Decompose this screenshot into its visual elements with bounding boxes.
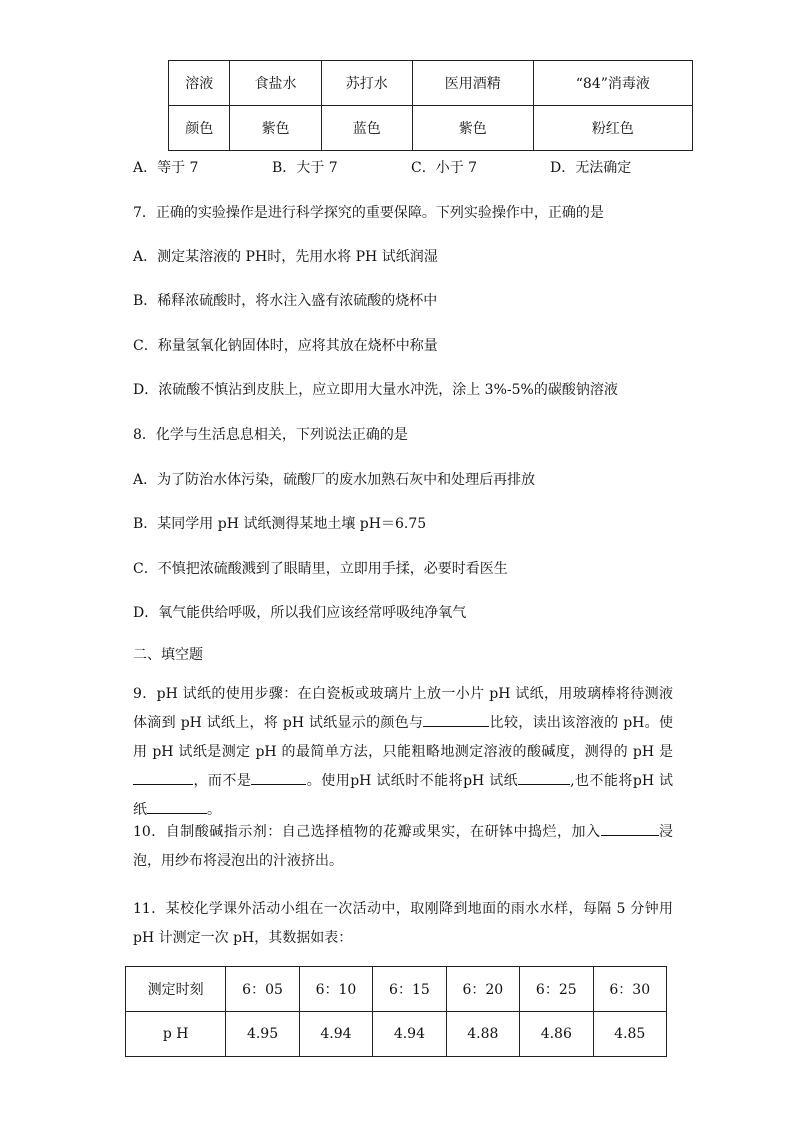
- q7-option-a: A．测定某溶液的 PH时，先用水将 PH 试纸润湿: [133, 249, 438, 265]
- table-cell: 4.95: [226, 1012, 299, 1057]
- q8-option-d: D．氧气能供给呼吸，所以我们应该经常呼吸纯净氧气: [133, 605, 467, 621]
- table-cell: 溶液: [169, 61, 230, 106]
- q8-option-a: A．为了防治水体污染，硫酸厂的废水加熟石灰中和处理后再排放: [133, 472, 536, 488]
- q10-text: 10．自制酸碱指示剂：自己选择植物的花瓣或果实，在研钵中捣烂，加入: [133, 824, 601, 840]
- q9-paragraph: [133, 680, 673, 825]
- table-cell: 苏打水: [321, 61, 412, 106]
- q8-option-b: B．某同学用 pH 试纸测得某地土壤 pH＝6.75: [133, 516, 427, 532]
- table-cell: 4.88: [446, 1012, 519, 1057]
- answer-blank: [147, 799, 207, 814]
- table-cell: 6：15: [373, 967, 446, 1012]
- q8-option-c: C．不慎把浓硫酸溅到了眼睛里，立即用手揉，必要时看医生: [133, 561, 508, 577]
- answer-blank: [251, 770, 306, 785]
- q7-option-d: D．浓硫酸不慎沾到皮肤上，应立即用大量水冲洗，涂上 3%-5%的碳酸钠溶液: [133, 382, 618, 398]
- q7-stem: 7．正确的实验操作是进行科学探究的重要保障。下列实验操作中，正确的是: [133, 205, 604, 221]
- q9-text: 比较，读出该溶液的 pH。使用 pH 试纸是测定 pH 的最简单方法，只能粗略地测定溶液的酸碱度，测得的 pH 是: [133, 715, 673, 760]
- answer-blank: [518, 770, 570, 785]
- q6-option-c: C．小于 7: [411, 160, 478, 176]
- indicator-color-table: [168, 60, 693, 151]
- q6-option-b: B．大于 7: [272, 160, 338, 176]
- q7-option-b: B．稀释浓硫酸时，将水注入盛有浓硫酸的烧杯中: [133, 293, 438, 309]
- table-cell: 6：25: [520, 967, 593, 1012]
- q9-text: ,也不能将pH 试纸: [133, 773, 673, 818]
- q7-option-c: C．称量氢氧化钠固体时，应将其放在烧杯中称量: [133, 338, 438, 354]
- section-title: 二、填空题: [133, 647, 203, 663]
- table-cell: 4.85: [593, 1012, 667, 1057]
- table-cell: 医用酒精: [412, 61, 533, 106]
- table-cell: “84”消毒液: [533, 61, 692, 106]
- table-cell: 6：20: [446, 967, 519, 1012]
- table-cell: 6：05: [226, 967, 299, 1012]
- answer-blank: [133, 770, 193, 785]
- table-cell: 食盐水: [230, 61, 321, 106]
- table-row: [169, 61, 693, 106]
- table-cell: p H: [126, 1012, 226, 1057]
- table-cell: 紫色: [230, 106, 321, 151]
- table-cell: 4.94: [373, 1012, 446, 1057]
- table-cell: 6：30: [593, 967, 667, 1012]
- table-row: [126, 1012, 667, 1057]
- table-cell: 紫色: [412, 106, 533, 151]
- q6-option-a: A．等于 7: [133, 160, 199, 176]
- table-cell: 颜色: [169, 106, 230, 151]
- q9-text: ，而不是: [193, 773, 252, 789]
- q9-text: 。: [207, 802, 221, 818]
- table-cell: 4.86: [520, 1012, 593, 1057]
- rain-ph-table: [125, 966, 667, 1057]
- table-cell: 测定时刻: [126, 967, 226, 1012]
- q6-option-d: D．无法确定: [550, 160, 632, 176]
- table-cell: 4.94: [299, 1012, 372, 1057]
- q10-text: 浸泡，用纱布将浸泡出的汁液挤出。: [133, 824, 673, 869]
- table-row: [126, 967, 667, 1012]
- table-cell: 蓝色: [321, 106, 412, 151]
- table-row: [169, 106, 693, 151]
- q10-paragraph: [133, 818, 673, 876]
- answer-blank: [423, 712, 489, 727]
- table-cell: 粉红色: [533, 106, 692, 151]
- answer-blank: [601, 821, 659, 836]
- q11-paragraph: 11．某校化学课外活动小组在一次活动中，取刚降到地面的雨水水样，每隔 5 分钟用 pH 计测定一次 pH，其数据如表：: [133, 901, 673, 946]
- q8-stem: 8．化学与生活息息相关，下列说法正确的是: [133, 427, 408, 443]
- q9-text: 。使用pH 试纸时不能将pH 试纸: [306, 773, 519, 789]
- table-cell: 6：10: [299, 967, 372, 1012]
- q9-text: 9．pH 试纸的使用步骤：在白瓷板或玻璃片上放一小片 pH 试纸，用玻璃棒将待测液体滴到 pH 试纸上，将 pH 试纸显示的颜色与: [133, 686, 673, 731]
